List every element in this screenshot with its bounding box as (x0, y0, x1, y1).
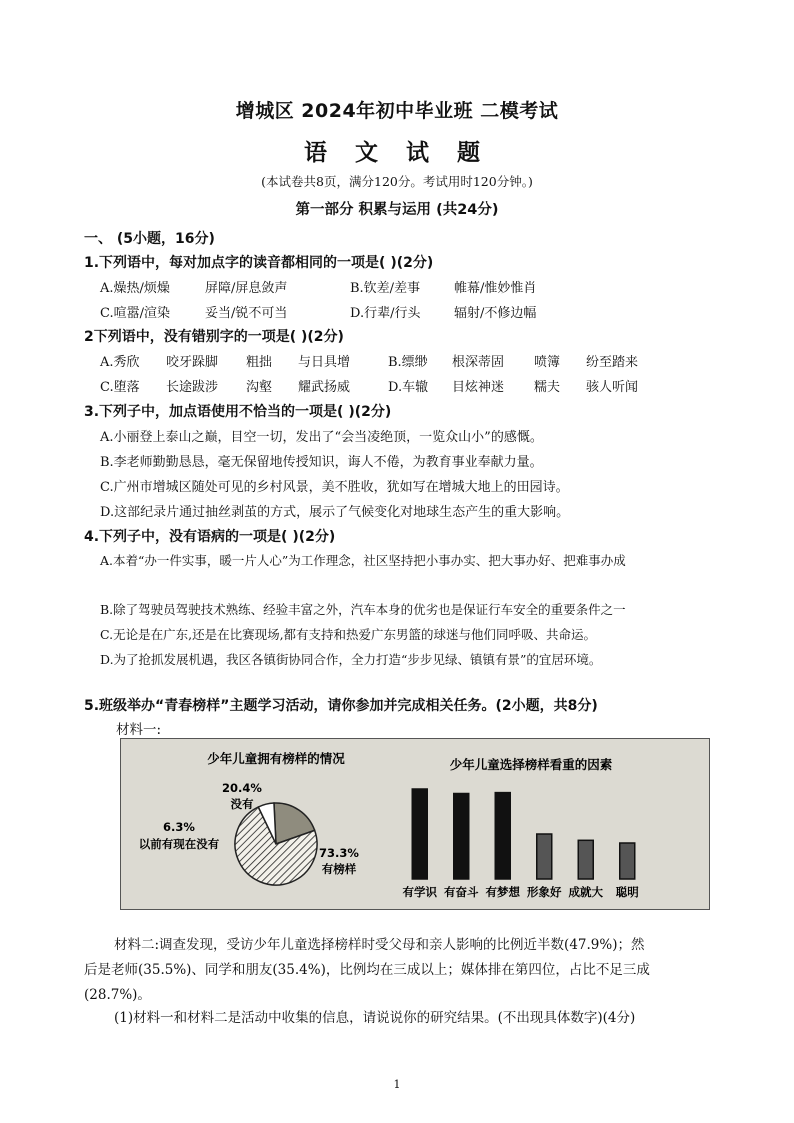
q3-option-b: B.李老师勤勤恳恳，毫无保留地传授知识，诲人不倦，为教育事业奉献力量。 (100, 455, 543, 470)
q2-option-b-1: B.缥缈 (388, 355, 428, 370)
bar-2 (495, 793, 510, 879)
q2-option-c-3: 沟壑 (246, 380, 273, 395)
bar-label-1: 有奋斗 (444, 885, 479, 899)
part-title: 第一部分 积累与运用 (共24分) (295, 202, 499, 218)
q4-option-c: C.无论是在广东,还是在比赛现场,都有支持和热爱广东男篮的球迷与他们同呼吸、共命运。 (100, 627, 597, 642)
material2-line-1: 材料二:调查发现，受访少年儿童选择榜样时受父母和亲人影响的比例近半数(47.9%)；然 (114, 937, 645, 953)
bar-label-3: 形象好 (527, 885, 562, 899)
q2-option-c-4: 耀武扬威 (298, 380, 351, 395)
pie-label-value-former: 6.3% (163, 820, 195, 834)
q1-option-d: D.行辈/行头 (350, 306, 421, 321)
q1-option-a-2: 屏障/屏息敛声 (205, 281, 288, 296)
pie-chart-title: 少年儿童拥有榜样的情况 (207, 751, 345, 766)
q3-option-a: A.小丽登上泰山之巅，目空一切，发出了“会当凌绝顶，一览众山小”的感慨。 (100, 430, 543, 445)
q1-stem: 1.下列语中，每对加点字的读音都相同的一项是( )(2分) (84, 255, 434, 271)
q2-option-a-1: A.秀欣 (100, 355, 140, 370)
q5-subquestion-1: (1)材料一和材料二是活动中收集的信息，请说说你的研究结果。(不出现具体数字)(4分) (114, 1010, 636, 1026)
q2-option-b-4: 纷至踏来 (586, 355, 639, 370)
q4-option-b: B.除了驾驶员驾驶技术熟练、经验丰富之外，汽车本身的优劣也是保证行车安全的重要条件之一 (100, 602, 626, 617)
bar-1 (454, 794, 469, 880)
q1-option-d-2: 辐射/不修边幅 (454, 306, 537, 321)
material1-chart (121, 739, 709, 909)
q3-option-d: D.这部纪录片通过抽丝剥茧的方式，展示了气候变化对地球生态产生的重大影响。 (100, 505, 570, 520)
bar-label-2: 有梦想 (485, 885, 520, 899)
q4-option-d: D.为了抢抓发展机遇，我区各镇街协同合作，全力打造“步步见绿、镇镇有景”的宜居环境。 (100, 652, 602, 667)
q1-option-c: C.喧嚣/渲染 (100, 306, 170, 321)
pie-label-value-have: 73.3% (319, 846, 359, 860)
q2-option-c-1: C.堕落 (100, 380, 140, 395)
q2-option-d-4: 骇人听闻 (586, 380, 639, 395)
bar-3 (537, 834, 552, 879)
q5-stem: 5.班级举办“青春榜样”主题学习活动，请你参加并完成相关任务。(2小题，共8分) (84, 698, 598, 714)
page-number: 1 (393, 1078, 401, 1091)
q1-option-b-2: 帷幕/惟妙惟肖 (454, 281, 537, 296)
q1-option-c-2: 妥当/锐不可当 (205, 306, 288, 321)
bar-label-5: 聪明 (615, 885, 639, 899)
q2-option-a-2: 咬牙跺脚 (166, 355, 219, 370)
q2-option-a-4: 与日具增 (298, 355, 351, 370)
q2-stem: 2下列语中，没有错别字的一项是( )(2分) (84, 329, 344, 345)
material2-line-2: 后是老师(35.5%)、同学和朋友(35.4%)，比例均在三成以上；媒体排在第四位，占比不足三成 (84, 962, 650, 978)
bar-label-0: 有学识 (402, 885, 437, 899)
pie-label-value-none: 20.4% (222, 781, 262, 795)
q1-option-a: A.燥热/烦燥 (100, 281, 170, 296)
bar-4 (578, 840, 593, 879)
bar-chart-title: 少年儿童选择榜样看重的因素 (449, 757, 613, 772)
q3-option-c: C.广州市增城区随处可见的乡村风景，美不胜收，犹如写在增城大地上的田园诗。 (100, 480, 569, 495)
pie-label-none: 没有 (230, 797, 254, 811)
q2-option-a-3: 粗拙 (246, 355, 273, 370)
q1-option-b: B.钦差/差事 (350, 281, 421, 296)
q2-option-d-1: D.车辙 (388, 380, 429, 395)
q3-stem: 3.下列子中，加点语使用不恰当的一项是( )(2分) (84, 404, 392, 420)
q2-option-b-3: 喷簿 (534, 355, 561, 370)
material1-chart-panel (120, 738, 710, 910)
pie-label-former: 以前有现在没有 (138, 837, 220, 851)
material2-line-3: (28.7%)。 (84, 987, 151, 1003)
bar-label-4: 成就大 (568, 885, 603, 899)
bar-chart (403, 789, 640, 899)
q2-option-c-2: 长途跋涉 (166, 380, 219, 395)
q2-option-b-2: 根深蒂固 (452, 355, 505, 370)
exam-note: (本试卷共8页，满分120分。考试用时120分钟。) (261, 174, 533, 189)
material1-label: 材料一: (116, 722, 162, 738)
q4-stem: 4.下列子中，没有语病的一项是( )(2分) (84, 529, 336, 545)
pie-chart (235, 803, 317, 885)
bar-5 (620, 843, 635, 879)
exam-title: 增城区 2024年初中毕业班 二模考试 (235, 100, 559, 122)
pie-label-have: 有榜样 (321, 862, 357, 876)
section-heading: 一、 (5小题，16分) (84, 231, 215, 247)
q2-option-d-3: 糯夫 (534, 380, 561, 395)
q4-option-a: A.本着“办一件实事，暖一片人心”为工作理念，社区坚持把小事办实、把大事办好、把难事办成 (100, 553, 626, 568)
subject-title: 语 文 试 题 (303, 140, 491, 166)
bar-0 (412, 789, 427, 879)
q2-option-d-2: 目炫神迷 (452, 380, 505, 395)
